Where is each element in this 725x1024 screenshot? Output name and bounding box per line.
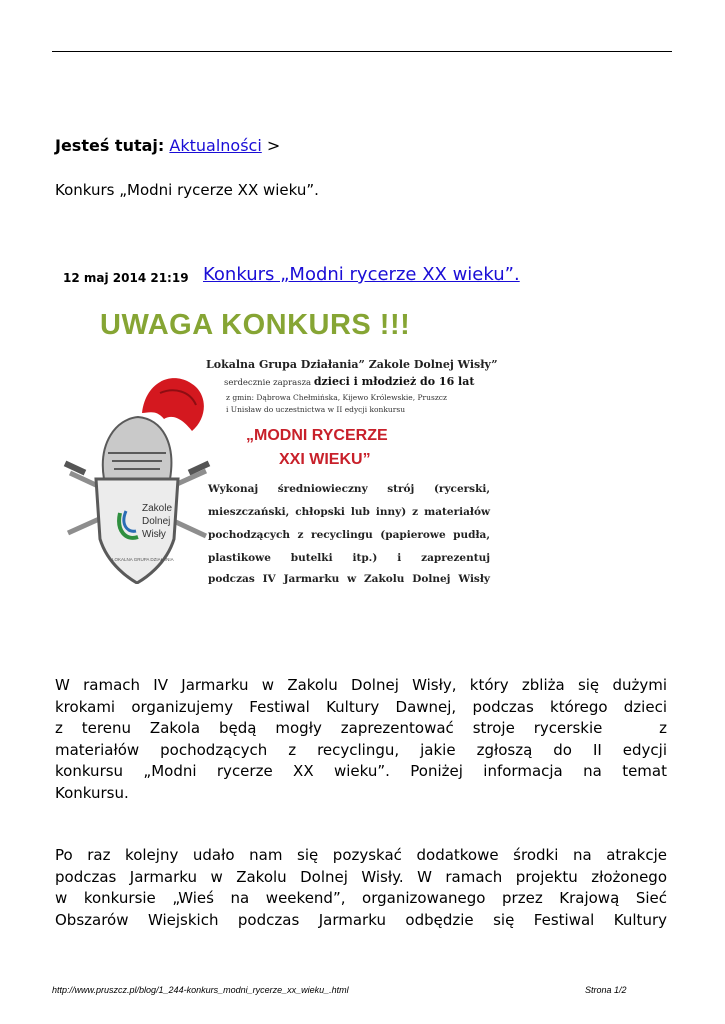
article-paragraph-1 (55, 675, 667, 805)
paragraph-line: krokami organizujemy Festiwal Kultury Dawnej, podczas którego dzieci (55, 697, 667, 716)
poster-headline: UWAGA KONKURS !!! (100, 309, 411, 341)
post-date: 12 maj 2014 21:19 (63, 271, 189, 285)
logo-line-3: Wisły (142, 529, 166, 540)
page-title: Konkurs „Modni rycerze XX wieku”. (55, 181, 319, 199)
poster-gminy-line-2: i Unisław do uczestnictwa w II edycji konkursu (226, 405, 406, 414)
poster-body-line: podczas IV Jarmarku w Zakolu Dolnej Wisły (208, 573, 490, 584)
logo-line-1: Zakole (142, 503, 173, 514)
paragraph-line: podczas Jarmarku w Zakolu Dolnej Wisły. W ramach projektu złożonego (55, 867, 667, 886)
poster-invite-bold: dzieci i młodzież do 16 lat (313, 375, 475, 388)
paragraph-line: z terenu Zakola będą mogły zaprezentować stroje rycerskie z (55, 719, 667, 738)
poster-gminy-line-1: z gmin: Dąbrowa Chełmińska, Kijewo Królewskie, Pruszcz (226, 393, 447, 402)
poster-body-line: pochodzących z recyclingu (papierowe pudła, (208, 529, 490, 541)
poster-invite-pre: serdecznie zaprasza (224, 378, 314, 388)
poster-org: Lokalna Grupa Działania” Zakole Dolnej Wisły” (206, 358, 498, 371)
poster-body-line: mieszczański, chłopski lub inny) z materiałów (208, 506, 490, 518)
breadcrumb (55, 136, 280, 156)
paragraph-line: Po raz kolejny udało nam się pozyskać dodatkowe środki na atrakcje (55, 846, 667, 864)
logo-caption: LOKALNA GRUPA DZIAŁANIA (112, 557, 174, 562)
knight-shield-illustration (56, 361, 216, 584)
paragraph-line: W ramach IV Jarmarku w Zakolu Dolnej Wisły, który zbliża się dużymi (55, 676, 667, 694)
logo-line-2: Dolnej (142, 516, 171, 527)
poster-body-line: plastikowe butelki itp.) i zaprezentuj (208, 552, 490, 564)
footer-page-number: Strona 1/2 (585, 985, 627, 995)
poster-body-line: Wykonaj średniowieczny strój (rycerski, (208, 483, 490, 495)
paragraph-line: materiałów pochodzących z recyclingu, jakie zgłoszą do II edycji (55, 740, 667, 759)
footer-url: http://www.pruszcz.pl/blog/1_244-konkurs_modni_rycerze_xx_wieku_.html (52, 985, 349, 995)
poster-invite (224, 375, 474, 388)
paragraph-line: w konkursie „Wieś na weekend”, organizowanego przez Krajową Sieć (55, 889, 667, 908)
paragraph-line: Obszarów Wiejskich podczas Jarmarku odbędzie się Festiwal Kultury (55, 910, 667, 929)
contest-poster-image (56, 303, 519, 584)
article-paragraph-2 (55, 845, 667, 931)
post-title-link[interactable]: Konkurs „Modni rycerze XX wieku”. (203, 264, 520, 285)
paragraph-line: Konkursu. (55, 783, 129, 802)
breadcrumb-link-aktualnosci[interactable]: Aktualności (169, 136, 262, 155)
poster-title-line-2: XXI WIEKU” (279, 451, 371, 468)
breadcrumb-separator: > (266, 136, 281, 155)
top-rule (52, 51, 672, 52)
poster-title-line-1: „MODNI RYCERZE (246, 427, 388, 444)
paragraph-line: konkursu „Modni rycerze XX wieku”. Poniżej informacja na temat (55, 762, 667, 781)
breadcrumb-label: Jesteś tutaj: (55, 136, 165, 155)
